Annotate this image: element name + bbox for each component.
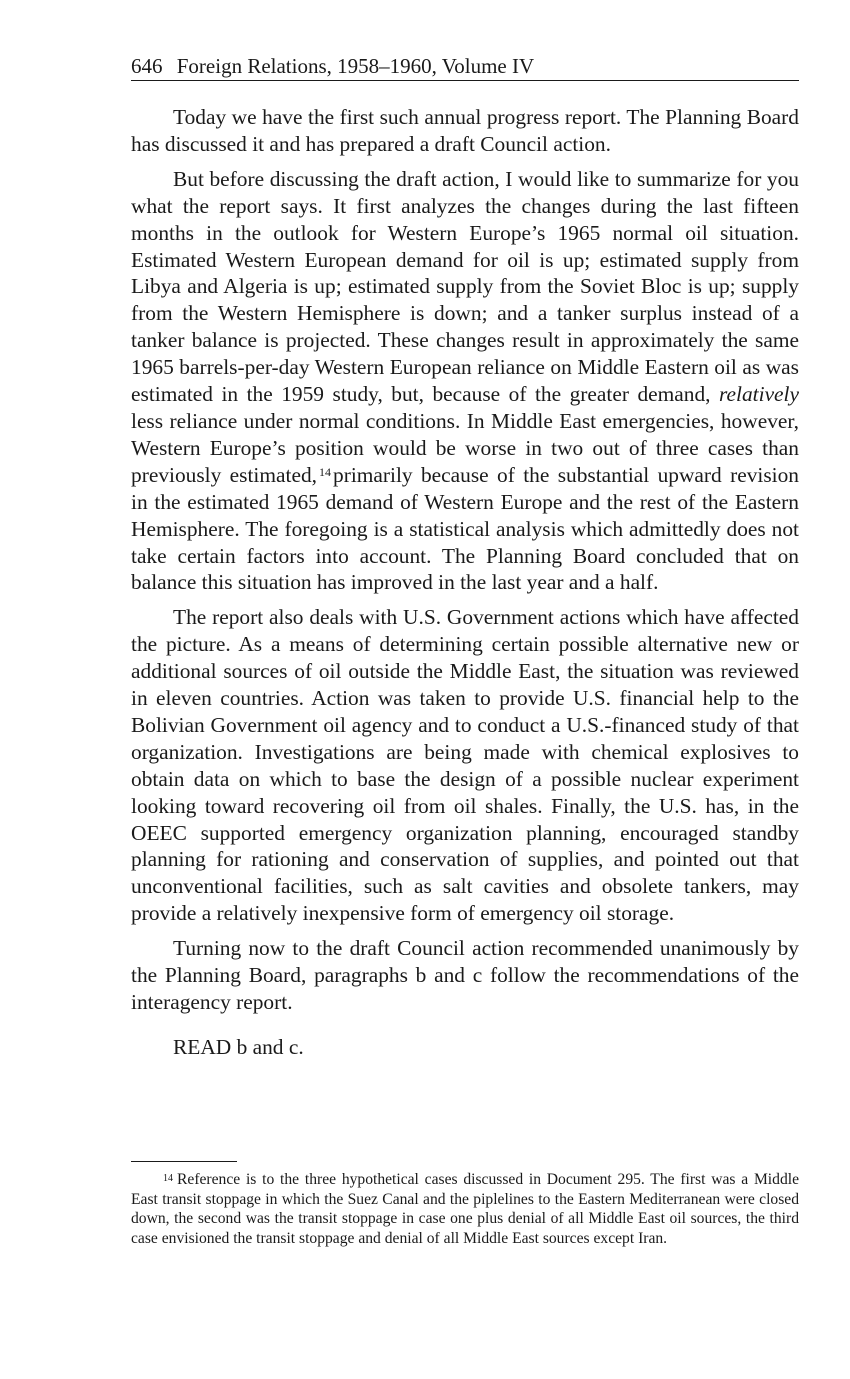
- body-text: [131, 104, 799, 1069]
- running-title: Foreign Relations, 1958–1960, Volume IV: [176, 54, 535, 78]
- footnote-reference[interactable]: 14: [319, 464, 331, 479]
- footnote-text: Reference is to the three hypothetical cases discussed in Document 295. The first was a Middle East transit stoppage in which the Suez Canal and the piplelines to the Eastern Mediterranean were closed down, the second was the transit stoppage in case one plus denial of all Middle East oil sources, the third case envisioned the transit stoppage and denial of all Middle East sources except Iran.: [131, 1171, 799, 1247]
- paragraph-5: READ b and c.: [173, 1034, 304, 1059]
- paragraph-2-part-c: primarily because of the substantial upward revision in the estimated 1965 demand of Western Europe and the rest of the Eastern Hemisphere. The foregoing is a statistical analysis which admittedly does not take certain factors into account. The Planning Board concluded that on balance this situation has improved in the last year and a half.: [131, 462, 799, 595]
- footnote-divider: [131, 1161, 237, 1162]
- paragraph-1: Today we have the first such annual progress report. The Planning Board has discussed it and has prepared a draft Council action.: [131, 105, 799, 156]
- running-header: [131, 52, 799, 81]
- paragraph-3: The report also deals with U.S. Government actions which have affected the picture. As a means of determining certain possible alternative new or additional sources of oil outside the Middle East, the situation was reviewed in eleven countries. Action was taken to provide U.S. financial help to the Bolivian Government oil agency and to conduct a U.S.-financed study of that organization. Investigations are being made with chemical explosives to obtain data on which to base the design of a possible nuclear experiment looking toward recovering oil from oil shales. Finally, the U.S. has, in the OEEC supported emergency organization planning, encouraged standby planning for rationing and conservation of supplies, and pointed out that unconventional facilities, such as salt cavities and obsolete tankers, may provide a relatively inexpensive form of emergency oil storage.: [131, 605, 799, 926]
- paragraph-2-part-b: less reliance under normal conditions. In Middle East emergencies, however, Western Europe’s position would be worse in two out of three cases than previously estimated,: [131, 408, 799, 487]
- paragraph-2-part-a: But before discussing the draft action, I would like to summarize for you what the report says. It first analyzes the changes during the last fifteen months in the outlook for Western Europe’s 1965 normal oil situation. Estimated Western European demand for oil is up; estimated supply from Libya and Algeria is up; estimated supply from the Soviet Bloc is up; supply from the Western Hemisphere is down; and a tanker surplus instead of a tanker balance is projected. These changes result in approximately the same 1965 barrels-per-day Western European reliance on Middle Eastern oil as was estimated in the 1959 study, but, because of the greater demand,: [131, 166, 799, 407]
- paragraph-4: Turning now to the draft Council action recommended unanimously by the Planning Board, paragraphs b and c follow the recommendations of the interagency report.: [131, 936, 799, 1014]
- emphasis-relatively: relatively: [719, 382, 799, 407]
- footnote-number: 14: [163, 1173, 173, 1184]
- paragraph-2: [131, 166, 799, 597]
- page-number: 646: [131, 54, 163, 78]
- footnote: [131, 1170, 799, 1248]
